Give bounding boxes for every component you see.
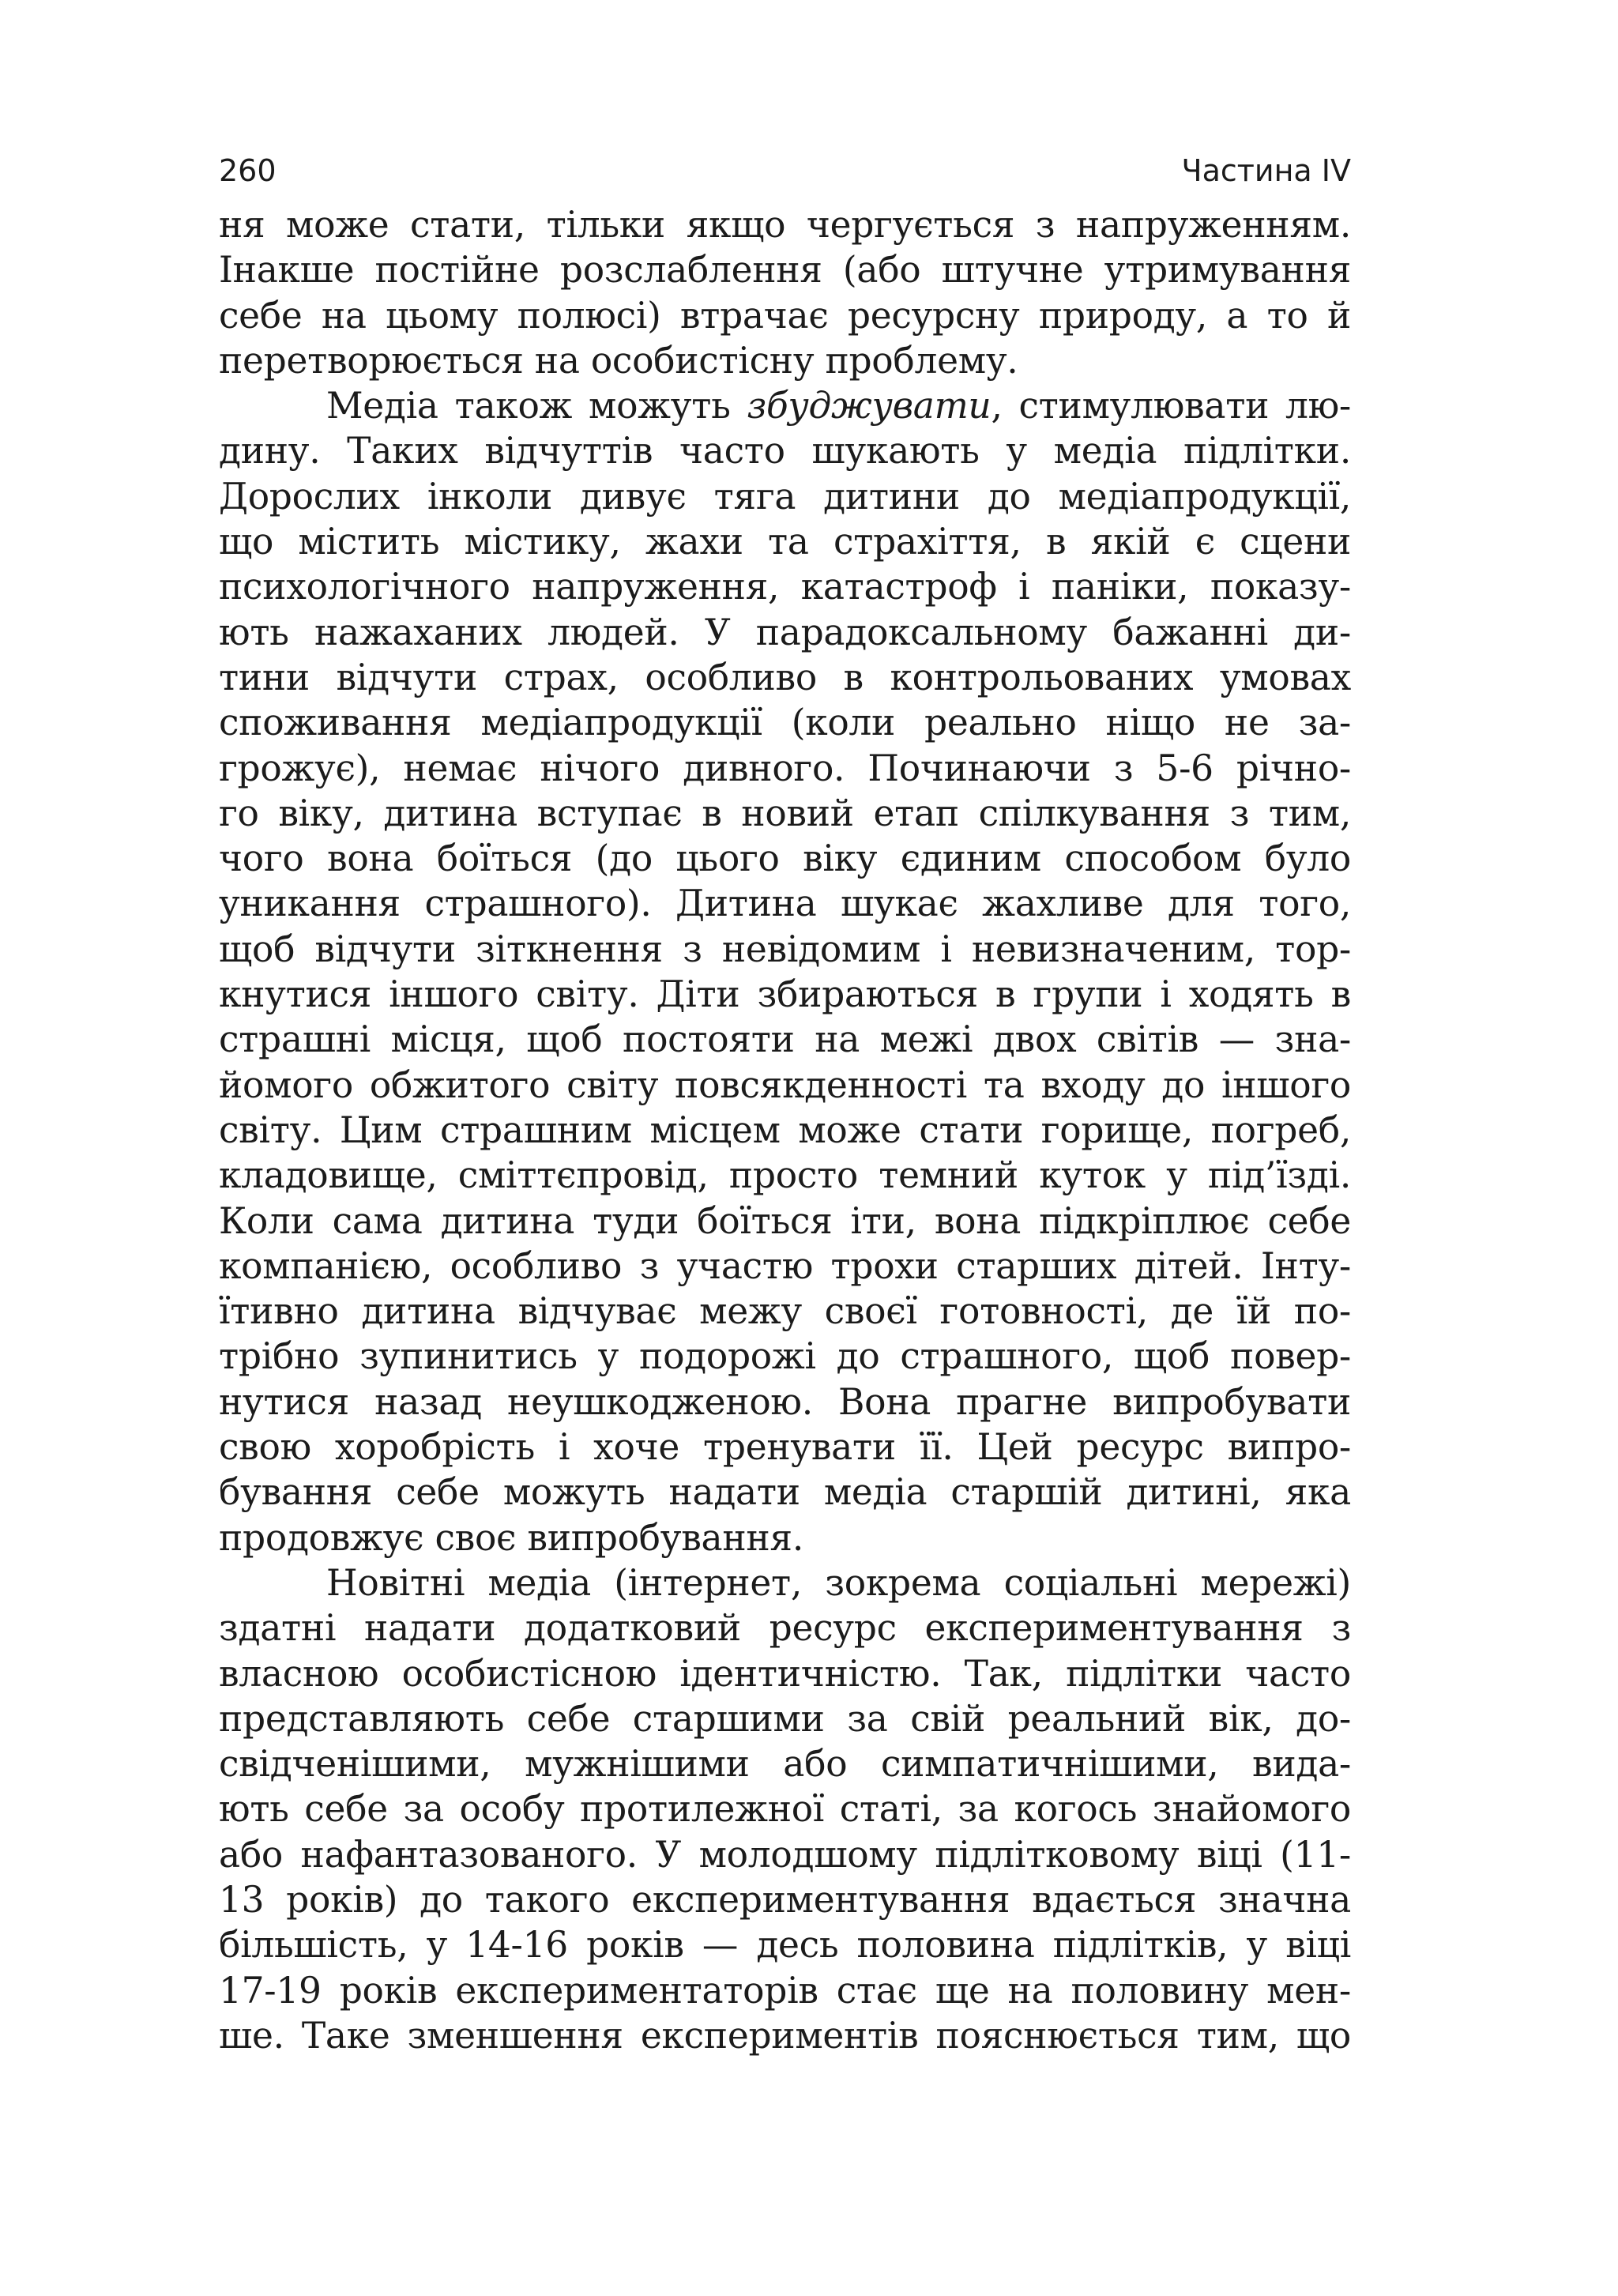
text-line: 13 років) до такого експериментування вдається значна (219, 1878, 1351, 1921)
text-line: ня може стати, тільки якщо чергується з напруженням. (219, 204, 1351, 246)
text-line: чого вона боїться (до цього віку єдиним способом було (219, 837, 1351, 880)
text-line: 17-19 років експериментаторів стає ще на половину мен- (219, 1969, 1351, 2012)
text-line: ють себе за особу протилежної статі, за когось знайомого (219, 1788, 1351, 1831)
text-line: себе на цьому полюсі) втрачає ресурсну природу, а то й (219, 294, 1351, 337)
text-line: ють нажаханих людей. У парадоксальному бажанні ди- (219, 611, 1351, 653)
text-line: щоб відчути зіткнення з невідомим і невизначеним, тор- (219, 928, 1351, 970)
text-line: нутися назад неушкодженою. Вона прагне випробувати (219, 1380, 1351, 1423)
text-line: Інакше постійне розслаблення (або штучне утримування (219, 249, 1351, 292)
text-line: представляють себе старшими за свій реальний вік, до- (219, 1697, 1351, 1740)
text-line: ше. Таке зменшення експериментів пояснюється тим, що (219, 2014, 1351, 2057)
text-line: більшість, у 14-16 років — десь половина підлітків, у віці (219, 1924, 1351, 1967)
text-line: кладовище, сміттєпровід, просто темний куток у під’їзді. (219, 1154, 1351, 1197)
text-line: що містить містику, жахи та страхіття, в якій є сцени (219, 521, 1351, 563)
text-line: Новітні медіа (інтернет, зокрема соціальні мережі) (326, 1561, 1351, 1604)
body-text (219, 202, 1351, 2058)
text-line: продовжує своє випробування. (219, 1516, 803, 1559)
text-line: го віку, дитина вступає в новий етап спілкування з тим, (219, 792, 1351, 834)
text-line: грожує), немає нічого дивного. Починаючи з 5-6 річно- (219, 747, 1351, 789)
text-line: їтивно дитина відчуває межу своєї готовності, де їй по- (219, 1290, 1351, 1333)
text-run: Медіа також можуть (326, 385, 747, 427)
text-line: компанією, особливо з участю трохи старших дітей. Інту- (219, 1244, 1351, 1287)
text-line: психологічного напруження, катастроф і паніки, показу- (219, 566, 1351, 608)
chapter-title: Частина IV (1181, 153, 1351, 188)
text-line: перетворюється на особистісну проблему. (219, 339, 1018, 382)
text-line: споживання медіапродукції (коли реально ніщо не за- (219, 702, 1351, 744)
text-line (219, 383, 1351, 428)
running-head (219, 147, 1351, 194)
text-run: , стимулювати лю- (991, 385, 1351, 427)
text-line: Дорослих інколи дивує тяга дитини до медіапродукції, (219, 475, 1351, 518)
text-line: здатні надати додатковий ресурс експериментування з (219, 1607, 1351, 1650)
text-line: світу. Цим страшним місцем може стати горище, погреб, (219, 1108, 1351, 1151)
text-line: свою хоробрість і хоче тренувати її. Цей ресурс випро- (219, 1426, 1351, 1469)
text-line: свідченішими, мужнішими або симпатичнішими, вида- (219, 1743, 1351, 1786)
text-line: тини відчути страх, особливо в контрольованих умовах (219, 656, 1351, 698)
page-number: 260 (219, 153, 277, 188)
text-line: власною особистісною ідентичністю. Так, підлітки часто (219, 1652, 1351, 1695)
text-line: йомого обжитого світу повсякденності та входу до іншого (219, 1063, 1351, 1106)
text-line: уникання страшного). Дитина шукає жахливе для того, (219, 883, 1351, 925)
text-line: дину. Таких відчуттів часто шукають у медіа підлітки. (219, 430, 1351, 472)
text-line: кнутися іншого світу. Діти збираються в групи і ходять в (219, 973, 1351, 1016)
text-line: страшні місця, щоб постояти на межі двох світів — зна- (219, 1018, 1351, 1061)
text-line: бування себе можуть надати медіа старшій дитині, яка (219, 1471, 1351, 1514)
text-line: Коли сама дитина туди боїться іти, вона підкріплює себе (219, 1199, 1351, 1242)
text-line: або нафантазованого. У молодшому підлітковому віці (11- (219, 1833, 1351, 1876)
text-line: трібно зупинитись у подорожі до страшного, щоб повер- (219, 1335, 1351, 1378)
emphasis-text: збуджувати (747, 385, 991, 427)
